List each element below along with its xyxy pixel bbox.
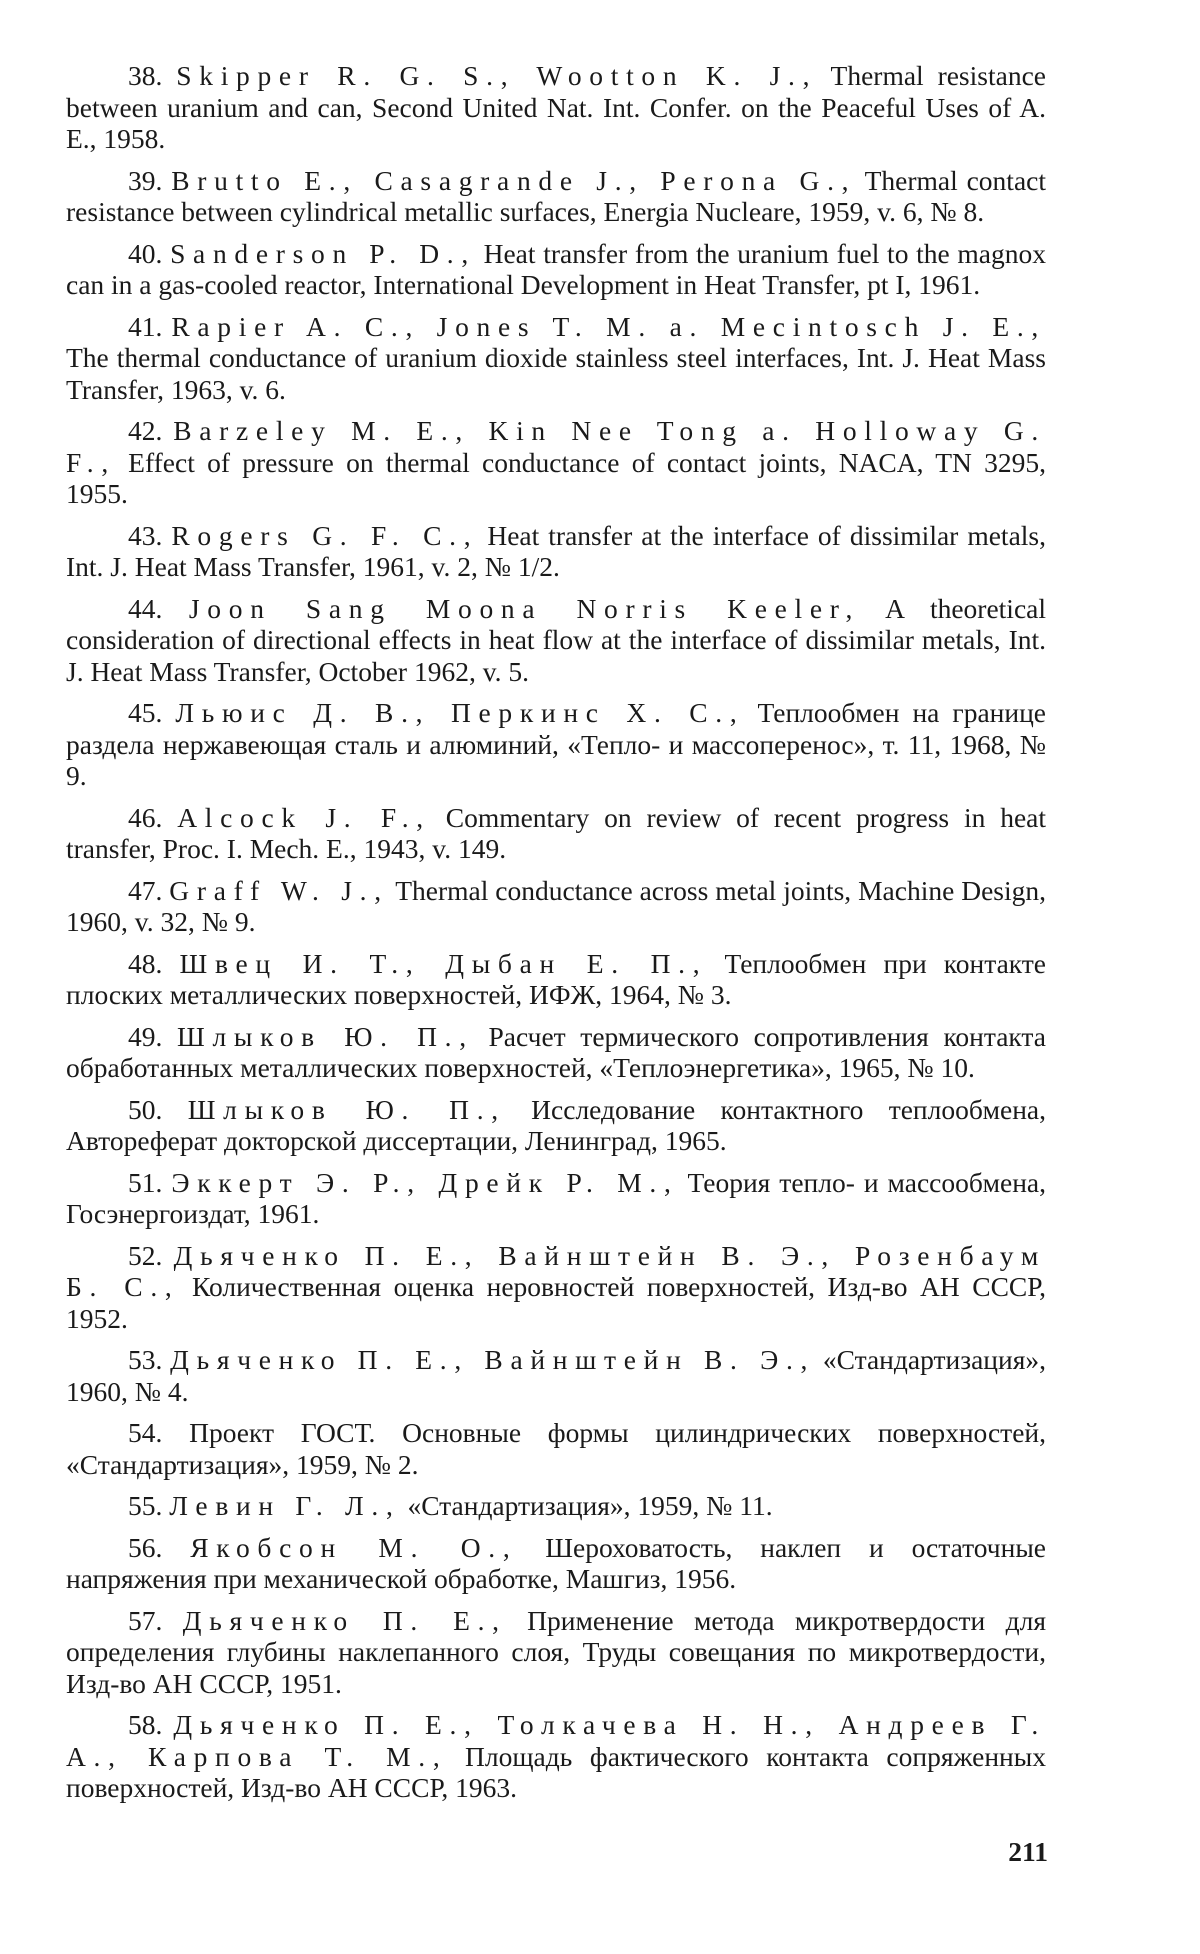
reference-item xyxy=(66,875,1046,938)
reference-authors: Graff W. J., xyxy=(169,874,389,906)
reference-number: 50. xyxy=(128,1093,163,1125)
reference-number: 49. xyxy=(128,1020,163,1052)
reference-number: 38. xyxy=(128,60,163,91)
reference-authors: Дьяченко П. Е., Вайнштейн В. Э., xyxy=(170,1344,816,1375)
reference-authors: Шлыков Ю. П., xyxy=(187,1093,506,1125)
reference-text: Thermal resistance between uranium and can, Second United Nat. Int. Confer. on the Peaceful Uses of A. E., 1958. xyxy=(66,60,1046,154)
reference-number: 52. xyxy=(128,1239,163,1271)
reference-list xyxy=(66,60,1046,1814)
reference-text: Effect of pressure on thermal conductance of contact joints, NACA, TN 3295, 1955. xyxy=(66,446,1046,509)
reference-text: The thermal conductance of uranium dioxide stainless steel interfaces, Int. J. Heat Mass Transfer, 1963, v. 6. xyxy=(66,342,1046,405)
reference-authors: Якобсон М. О., xyxy=(190,1531,518,1563)
reference-number: 44. xyxy=(128,592,163,624)
reference-number: 55. xyxy=(128,1490,163,1521)
reference-item xyxy=(66,1532,1046,1595)
reference-item xyxy=(66,1240,1046,1335)
reference-authors: Barzeley M. E., Kin Nee Tong a. Holloway G. F., xyxy=(66,415,1046,478)
reference-authors: Льюис Д. В., Перкинс Х. С., xyxy=(175,697,745,728)
reference-number: 41. xyxy=(128,310,163,342)
reference-item xyxy=(66,1709,1046,1804)
reference-authors: Швец И. Т., Дыбан Е. П., xyxy=(179,947,708,979)
reference-text: Heat transfer at the interface of dissimilar metals, Int. J. Heat Mass Transfer, 1961, v. 2, № 1/2. xyxy=(66,519,1046,582)
reference-number: 46. xyxy=(128,801,163,833)
reference-text: Thermal conductance across metal joints, Machine Design, 1960, v. 32, № 9. xyxy=(66,874,1046,937)
reference-authors: Sanderson P. D., xyxy=(170,237,476,269)
reference-authors: Эккерт Э. Р., Дрейк Р. М., xyxy=(171,1166,679,1198)
reference-authors: Дьяченко П. Е., Вайнштейн В. Э., Розенбаум Б. С., xyxy=(66,1239,1046,1302)
reference-number: 53. xyxy=(128,1344,163,1375)
reference-text: A theoretical consideration of directional effects in heat flow at the interface of dissimilar metals, Int. J. Heat Mass Transfer, October 1962, v. 5. xyxy=(66,592,1046,687)
reference-number: 40. xyxy=(128,237,163,269)
reference-item xyxy=(66,1605,1046,1700)
reference-item xyxy=(66,948,1046,1011)
reference-authors: Alcock J. F., xyxy=(177,801,431,833)
reference-item xyxy=(66,1490,1046,1522)
reference-item xyxy=(66,1167,1046,1230)
reference-item xyxy=(66,415,1046,510)
reference-text: «Стандартизация», 1959, № 11. xyxy=(400,1490,773,1521)
page-number: 211 xyxy=(1008,1836,1048,1867)
reference-item xyxy=(66,60,1046,155)
reference-authors: Brutto E., Casagrande J., Perona G., xyxy=(171,164,857,196)
reference-number: 48. xyxy=(128,947,163,979)
reference-number: 47. xyxy=(128,874,163,906)
reference-item xyxy=(66,593,1046,688)
reference-item xyxy=(66,697,1046,792)
reference-item xyxy=(66,1094,1046,1157)
reference-authors: Дьяченко П. Е., xyxy=(182,1604,507,1636)
reference-text: Thermal contact resistance between cylindrical metallic surfaces, Energia Nucleare, 1959, v. 6, № 8. xyxy=(66,164,1046,227)
reference-text: Теплообмен на границе раздела нержавеющая сталь и алюминий, «Тепло- и массоперенос», т. 11, 1968, № 9. xyxy=(66,697,1047,791)
reference-text: Применение метода микротвердости для определения глубины наклепанного слоя, Труды совещания по микротвердости, Изд-во АН СССР, 1951. xyxy=(66,1604,1047,1699)
reference-authors: Дьяченко П. Е., Толкачева Н. Н., Андреев Г. А., Карпова Т. М., xyxy=(66,1709,1046,1772)
reference-authors: Левин Г. Л., xyxy=(169,1490,401,1521)
reference-text: «Стандартизация», 1960, № 4. xyxy=(66,1344,1046,1407)
reference-authors: Joon Sang Moona Norris Keeler, xyxy=(188,592,861,624)
reference-text: Расчет термического сопротивления контакта обработанных металлических поверхностей, «Теплоэнергетика», 1965, № 10. xyxy=(66,1020,1046,1083)
reference-item xyxy=(66,1021,1046,1084)
reference-text: Исследование контактного теплообмена, Автореферат докторской диссертации, Ленинград, 1965. xyxy=(66,1093,1046,1156)
reference-text: Heat transfer from the uranium fuel to the magnox can in a gas-cooled reactor, International Development in Heat Transfer, pt I, 1961. xyxy=(66,237,1047,300)
reference-number: 54. xyxy=(128,1417,163,1448)
reference-number: 43. xyxy=(128,519,163,551)
reference-item xyxy=(66,238,1046,301)
reference-text: Теплообмен при контакте плоских металлических поверхностей, ИФЖ, 1964, № 3. xyxy=(66,947,1047,1010)
reference-authors: Rapier A. C., Jones T. M. a. Mecintosch J. E., xyxy=(171,310,1046,342)
reference-item xyxy=(66,520,1046,583)
reference-number: 57. xyxy=(128,1604,163,1636)
reference-number: 39. xyxy=(128,164,163,196)
reference-authors: Skipper R. G. S., Wootton K. J., xyxy=(176,60,818,91)
reference-number: 45. xyxy=(128,697,163,728)
reference-text: Площадь фактического контакта сопряженных поверхностей, Изд-во АН СССР, 1963. xyxy=(66,1740,1046,1803)
reference-item xyxy=(66,311,1046,406)
reference-number: 42. xyxy=(128,415,163,446)
reference-number: 58. xyxy=(128,1709,163,1740)
reference-authors: Rogers G. F. C., xyxy=(171,519,479,551)
reference-text: Commentary on review of recent progress in heat transfer, Proc. I. Mech. E., 1943, v. 149. xyxy=(66,801,1047,864)
reference-item xyxy=(66,1417,1046,1480)
reference-number: 51. xyxy=(128,1166,163,1198)
reference-text: Шероховатость, наклеп и остаточные напряжения при механической обработке, Машгиз, 1956. xyxy=(66,1531,1047,1594)
reference-item xyxy=(66,1344,1046,1407)
reference-number: 56. xyxy=(128,1531,163,1563)
reference-item xyxy=(66,165,1046,228)
reference-authors: Шлыков Ю. П., xyxy=(177,1020,474,1052)
reference-text: Теория тепло- и массообмена, Госэнергоиздат, 1961. xyxy=(66,1166,1046,1229)
reference-text: Проект ГОСТ. Основные формы цилиндрических поверхностей, «Стандартизация», 1959, № 2. xyxy=(66,1417,1047,1480)
reference-item xyxy=(66,802,1046,865)
reference-text: Количественная оценка неровностей поверхностей, Изд-во АН СССР, 1952. xyxy=(66,1271,1046,1334)
